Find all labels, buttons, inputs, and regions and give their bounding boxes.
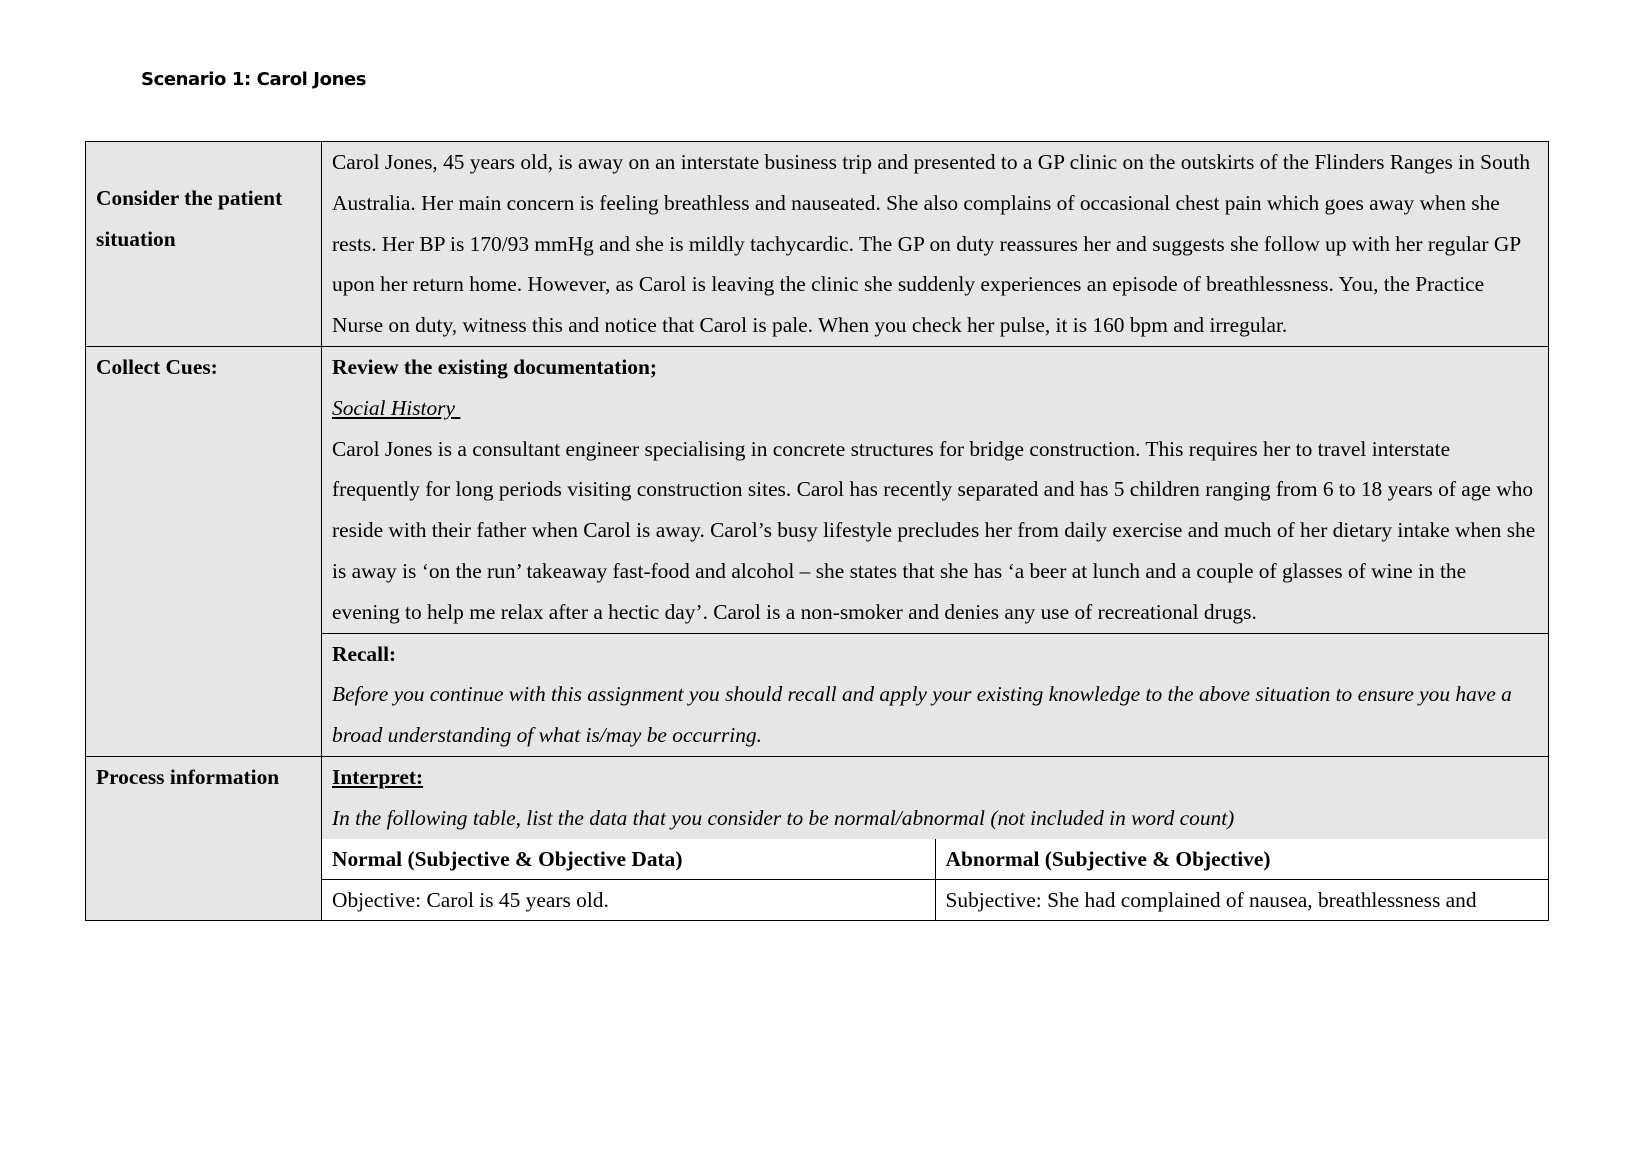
cues-content-cell [322, 346, 1549, 633]
process-content-cell [322, 756, 1549, 920]
normal-column-header: Normal (Subjective & Objective Data) [322, 839, 935, 880]
abnormal-column-header: Abnormal (Subjective & Objective) [935, 839, 1548, 880]
recall-text: Before you continue with this assignment you should recall and apply your existing knowledge to the above situation to ensure you have a broad understanding of what is/may be occurring. [332, 682, 1512, 748]
document-title: Scenario 1: Carol Jones [141, 69, 367, 90]
normal-abnormal-table [322, 839, 1548, 920]
situation-label: Consider the patient situation [96, 186, 283, 251]
normal-abnormal-header-row [322, 839, 1548, 880]
process-label-cell [86, 756, 322, 920]
interpret-heading: Interpret: [332, 764, 424, 789]
process-label: Process information [96, 764, 280, 789]
cues-label-cell [86, 346, 322, 756]
situation-label-cell [86, 142, 322, 347]
social-history-heading: Social History [332, 395, 461, 420]
recall-content-cell [322, 633, 1549, 756]
interpret-block [322, 757, 1548, 839]
cues-label: Collect Cues: [96, 354, 218, 379]
row-cues-history [86, 346, 1549, 633]
abnormal-data-cell: Subjective: She had complained of nausea, breathlessness and [935, 879, 1548, 920]
clinical-reasoning-table [85, 141, 1549, 921]
normal-data-cell: Objective: Carol is 45 years old. [322, 879, 935, 920]
social-history-text: Carol Jones is a consultant engineer specialising in concrete structures for bridge construction. This requires her to travel interstate frequently for long periods visiting construction sites. Carol has recently separated and has 5 children ranging from 6 to 18 years of age who reside with their father when Carol is away. Carol’s busy lifestyle precludes her from daily exercise and much of her dietary intake when she is away is ‘on the run’ takeaway fast-food and alcohol – she states that she has ‘a beer at lunch and a couple of glasses of wine in the evening to help me relax after a hectic day’. Carol is a non-smoker and denies any use of recreational drugs. [332, 436, 1536, 624]
situation-content-cell [322, 142, 1549, 347]
recall-heading: Recall: [332, 641, 397, 666]
review-heading: Review the existing documentation; [332, 354, 657, 379]
row-situation [86, 142, 1549, 347]
situation-text: Carol Jones, 45 years old, is away on an interstate business trip and presented to a GP clinic on the outskirts of the Flinders Ranges in South Australia. Her main concern is feeling breathless and nauseated. She also complains of occasional chest pain which goes away when she rests. Her BP is 170/93 mmHg and she is mildly tachycardic. The GP on duty reassures her and suggests she follow up with her regular GP upon her return home. However, as Carol is leaving the clinic she suddenly experiences an episode of breathlessness. You, the Practice Nurse on duty, witness this and notice that Carol is pale. When you check her pulse, it is 160 bpm and irregular. [332, 150, 1531, 338]
interpret-instruction: In the following table, list the data that you consider to be normal/abnormal (not included in word count) [332, 805, 1235, 830]
row-process [86, 756, 1549, 920]
table-row [322, 879, 1548, 920]
